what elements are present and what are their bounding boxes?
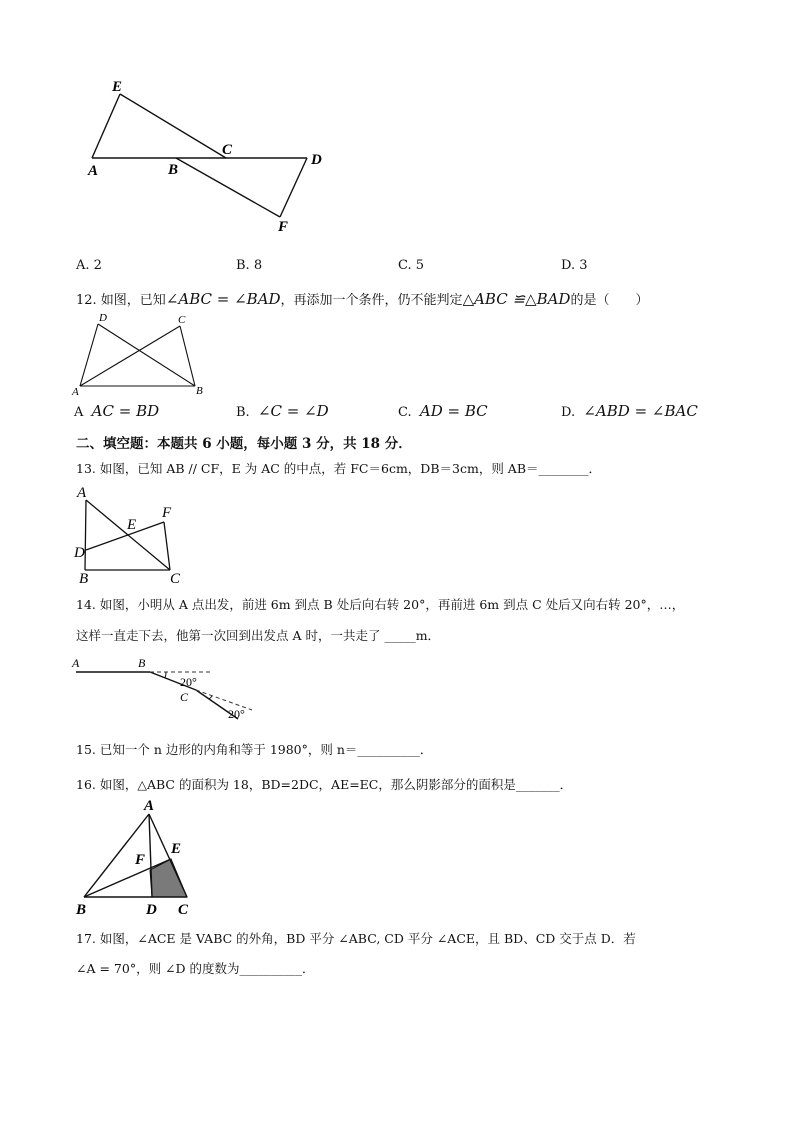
q14-label-C: C	[180, 690, 189, 704]
q16-stem: 16. 如图，△ABC 的面积为 18，BD=2DC，AE=EC，那么阴影部分的面积是_______．	[76, 777, 573, 792]
q14-angle-arc-1	[165, 672, 166, 678]
q11-label-F: F	[278, 219, 289, 235]
q12-option-c-text: AD = BC	[419, 402, 488, 420]
q12-stem	[76, 289, 648, 308]
q13-label-E: E	[127, 517, 137, 533]
q12-figure	[70, 310, 220, 398]
q12-option-d-text: ∠ABD = ∠BAC	[583, 402, 698, 420]
q11-line-EC	[120, 94, 226, 158]
q15-stem: 15. 已知一个 n 边形的内角和等于 1980°，则 n＝__________．	[76, 742, 433, 757]
q11-label-E: E	[112, 79, 123, 95]
q11-label-A: A	[88, 163, 99, 179]
q13-line-FC	[164, 522, 170, 570]
q12-label-D: D	[99, 312, 107, 324]
q14-label-B: B	[138, 656, 146, 670]
q12-option-b[interactable]	[236, 402, 329, 420]
q13-figure	[72, 482, 197, 587]
q12-label-A: A	[72, 386, 79, 398]
q14-stem-line2: 这样一直走下去，他第一次回到出发点 A 时，一共走了 _____m．	[76, 628, 441, 643]
q12-label-C: C	[178, 314, 186, 326]
q12-stem-suffix: 的是（ ）	[570, 293, 649, 308]
q17-stem-line2: ∠A = 70°，则 ∠D 的度数为__________．	[76, 961, 315, 976]
q12-label-B: B	[196, 385, 203, 397]
q12-stem-math1: ∠ABC = ∠BAD	[165, 290, 281, 308]
q11-label-B: B	[168, 162, 179, 178]
q14-angle-arc-2	[209, 696, 212, 699]
q13-stem: 13. 如图，已知 AB // CF，E 为 AC 的中点，若 FC＝6cm，DB＝3cm，则 AB＝________．	[76, 461, 602, 476]
q12-option-d-letter: D.	[561, 405, 576, 420]
q13-line-DF	[86, 522, 164, 550]
q13-label-B: B	[79, 571, 89, 587]
q14-label-A: A	[72, 656, 80, 670]
q12-line-BC	[180, 326, 195, 386]
q12-option-c-letter: C.	[398, 405, 412, 420]
q12-option-d[interactable]	[561, 402, 698, 420]
q11-label-D: D	[311, 152, 322, 168]
q16-label-E: E	[171, 841, 182, 857]
q14-stem-line1: 14. 如图，小明从 A 点出发，前进 6m 到点 B 处后向右转 20°，再前进 6m 到点 C 处后又向右转 20°，…，	[76, 597, 685, 612]
q16-label-B: B	[76, 902, 87, 918]
q16-label-A: A	[144, 798, 155, 814]
q11-label-C: C	[222, 142, 233, 158]
q12-option-a-text: AC = BD	[91, 402, 160, 420]
q12-stem-mid: ，再添加一个条件，仍不能判定	[280, 293, 463, 308]
q16-label-D: D	[146, 902, 157, 918]
q11-option-c[interactable]: C. 5	[398, 258, 425, 273]
q16-figure	[72, 796, 202, 918]
q13-label-A: A	[77, 485, 87, 501]
q14-angle-label-2: 20°	[228, 707, 245, 721]
q11-option-a[interactable]: A. 2	[76, 258, 102, 273]
q11-line-BF	[176, 158, 280, 217]
q12-option-a-letter: A	[74, 405, 84, 420]
q13-label-F: F	[162, 505, 172, 521]
q12-option-b-text: ∠C = ∠D	[257, 402, 329, 420]
q13-label-D: D	[74, 545, 85, 561]
q12-option-b-letter: B.	[236, 405, 250, 420]
q12-line-BD	[98, 324, 195, 386]
q11-option-b[interactable]: B. 8	[236, 258, 263, 273]
q16-line-AD	[149, 814, 152, 897]
q17-stem-line1: 17. 如图，∠ACE 是 VABC 的外角，BD 平分 ∠ABC, CD 平分 ∠ACE，且 BD、CD 交于点 D．若	[76, 931, 636, 946]
q12-stem-prefix: 12. 如图，已知	[76, 293, 166, 308]
q12-stem-math2: △ABC ≌△BAD	[462, 290, 571, 308]
q13-line-AB	[85, 500, 86, 570]
section-2-title: 二、填空题：本题共 6 小题，每小题 3 分，共 18 分．	[76, 436, 412, 452]
q14-angle-label-1: 20°	[180, 675, 197, 689]
q11-figure	[80, 72, 340, 237]
q16-shaded-region	[150, 859, 187, 897]
q13-label-C: C	[170, 571, 181, 587]
q12-option-c[interactable]	[398, 402, 488, 420]
q16-label-C: C	[178, 902, 189, 918]
q11-line-DF	[280, 158, 307, 217]
q14-figure	[70, 652, 260, 724]
q11-line-EA	[92, 94, 120, 158]
q12-option-a[interactable]	[74, 402, 159, 420]
q16-label-F: F	[135, 852, 146, 868]
q11-option-d[interactable]: D. 3	[561, 258, 588, 273]
